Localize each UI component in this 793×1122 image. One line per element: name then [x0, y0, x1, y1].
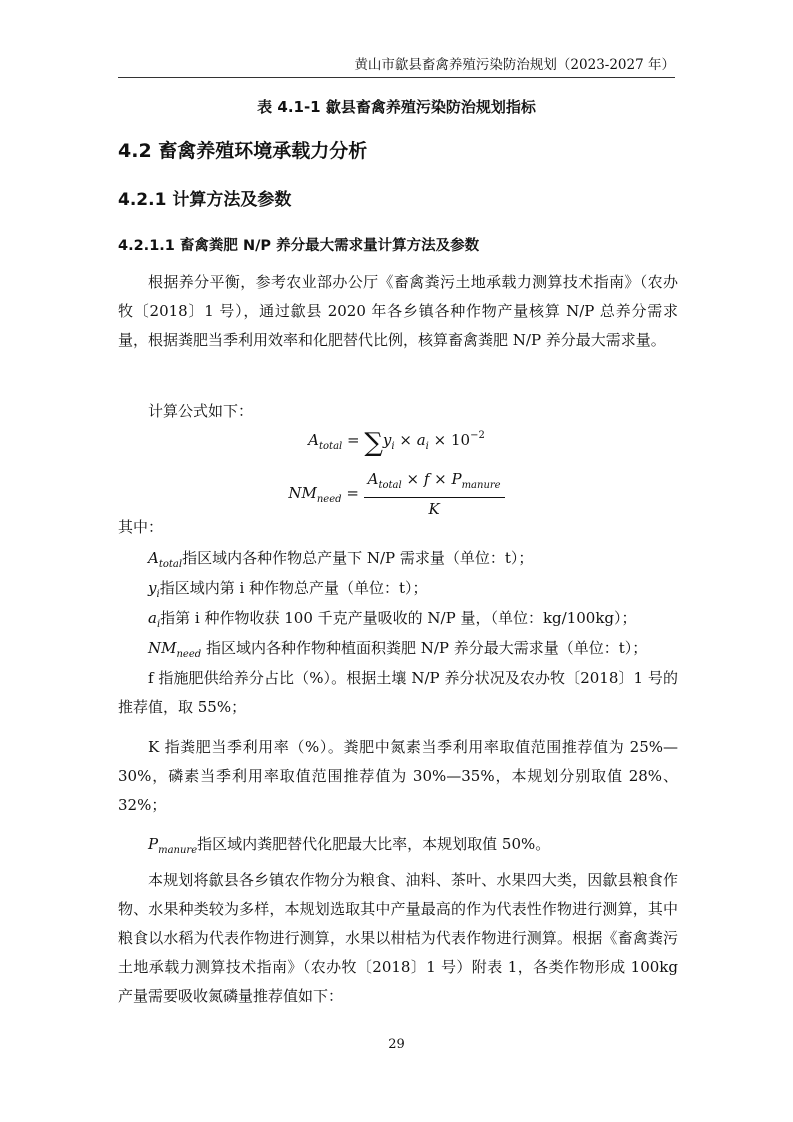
def-y-i-text: 指区域内第 i 种作物总产量（单位：t）；: [159, 579, 428, 597]
formula-2-denominator: K: [428, 500, 440, 518]
def-a-total-text: 指区域内各种作物总产量下 N/P 需求量（单位：t）；: [182, 549, 534, 567]
def-y-i-symbol: y: [148, 579, 157, 597]
section-heading-4-2-1-1: 4.2.1.1 畜禽粪肥 N/P 养分最大需求量计算方法及参数: [118, 238, 480, 254]
formula-1-a: a: [416, 431, 426, 449]
def-y-i-sub: i: [156, 589, 160, 600]
formula-1-exp: −2: [470, 430, 485, 441]
closing-paragraph: 本规划将歙县各乡镇农作物分为粮食、油料、茶叶、水果四大类，因歙县粮食作物、水果种类较为多样，本规划选取其中产量最高的作为代表性作物进行测算，其中粮食以水稻为代表作物进行测算，水果以柑桔为代表作物进行测算。根据《畜禽粪污土地承载力测算技术指南》（农办牧〔2018〕1 号）附表 1，各类作物形成 100kg 产量需要吸收氮磷量推荐值如下：: [118, 871, 678, 1005]
intro-paragraph: 根据养分平衡，参考农业部办公厅《畜禽粪污土地承载力测算技术指南》（农办牧〔2018〕1 号），通过歙县 2020 年各乡镇各种作物产量核算 N/P 总养分需求量，根据粪肥当季利用效率和化肥替代比例，核算畜禽粪肥 N/P 养分最大需求量。: [118, 273, 678, 349]
formula-2-num-a-sub: total: [378, 480, 402, 491]
formula-1-lhs-sub: total: [319, 441, 343, 452]
formula-1-a-sub: i: [425, 441, 429, 452]
section-heading-4-2: 4.2 畜禽养殖环境承载力分析: [118, 140, 368, 162]
def-p-manure: [118, 830, 678, 865]
formula-2-numerator: [364, 468, 505, 498]
formula-2-num-a: A: [367, 470, 379, 488]
def-a-total-sub: total: [158, 559, 183, 570]
running-header: 黄山市歙县畜禽养殖污染防治规划（2023-2027 年）: [354, 57, 675, 73]
formula-2-num-rest: × f × P: [401, 470, 462, 488]
formula-1-eq: =: [342, 431, 365, 449]
def-f: f 指施肥供给养分占比（%）。根据土壤 N/P 养分状况及农办牧〔2018〕1 号的推荐值，取 55%；: [118, 669, 678, 716]
formula-1-y: y: [382, 431, 392, 449]
formula-intro: 计算公式如下：: [148, 402, 254, 420]
def-k: K 指粪肥当季利用率（%）。粪肥中氮素当季利用率取值范围推荐值为 25%—30%，磷素当季利用率取值范围推荐值为 30%—35%，本规划分别取值 28%、32%；: [118, 738, 678, 814]
def-p-manure-symbol: P: [148, 835, 159, 853]
header-rule: [118, 77, 675, 78]
formula-1-lhs: A: [308, 431, 320, 449]
formula-1-times2: × 10: [428, 431, 471, 449]
def-nm-need-text: 指区域内各种作物种植面积粪肥 N/P 养分最大需求量（单位：t）；: [201, 639, 648, 657]
section-heading-4-2-1: 4.2.1 计算方法及参数: [118, 190, 292, 210]
def-p-manure-text: 指区域内粪肥替代化肥最大比率，本规划取值 50%。: [197, 835, 551, 853]
def-a-i-text: 指第 i 种作物收获 100 千克产量吸收的 N/P 量，（单位：kg/100kg）；: [160, 609, 637, 627]
table-caption: 表 4.1-1 歙县畜禽养殖污染防治规划指标: [257, 98, 536, 116]
def-a-i-symbol: a: [148, 609, 157, 627]
formula-2-num-p-sub: manure: [461, 480, 501, 491]
formula-2-eq: =: [341, 484, 364, 502]
formula-2-lhs: NM: [288, 484, 317, 502]
page-number: 29: [388, 1037, 405, 1052]
def-nm-need-symbol: NM: [148, 639, 177, 657]
def-a-total-symbol: A: [148, 549, 159, 567]
formula-1-y-sub: i: [391, 441, 395, 452]
def-nm-need-sub: need: [176, 649, 202, 660]
formula-1-sum: ∑: [364, 428, 383, 458]
where-label: 其中：: [118, 518, 164, 536]
formula-2-lhs-sub: need: [316, 494, 342, 505]
formula-a-total: [0, 428, 793, 458]
def-a-i-sub: i: [156, 619, 161, 630]
def-p-manure-sub: manure: [158, 845, 198, 856]
formula-1-times1: ×: [394, 431, 417, 449]
